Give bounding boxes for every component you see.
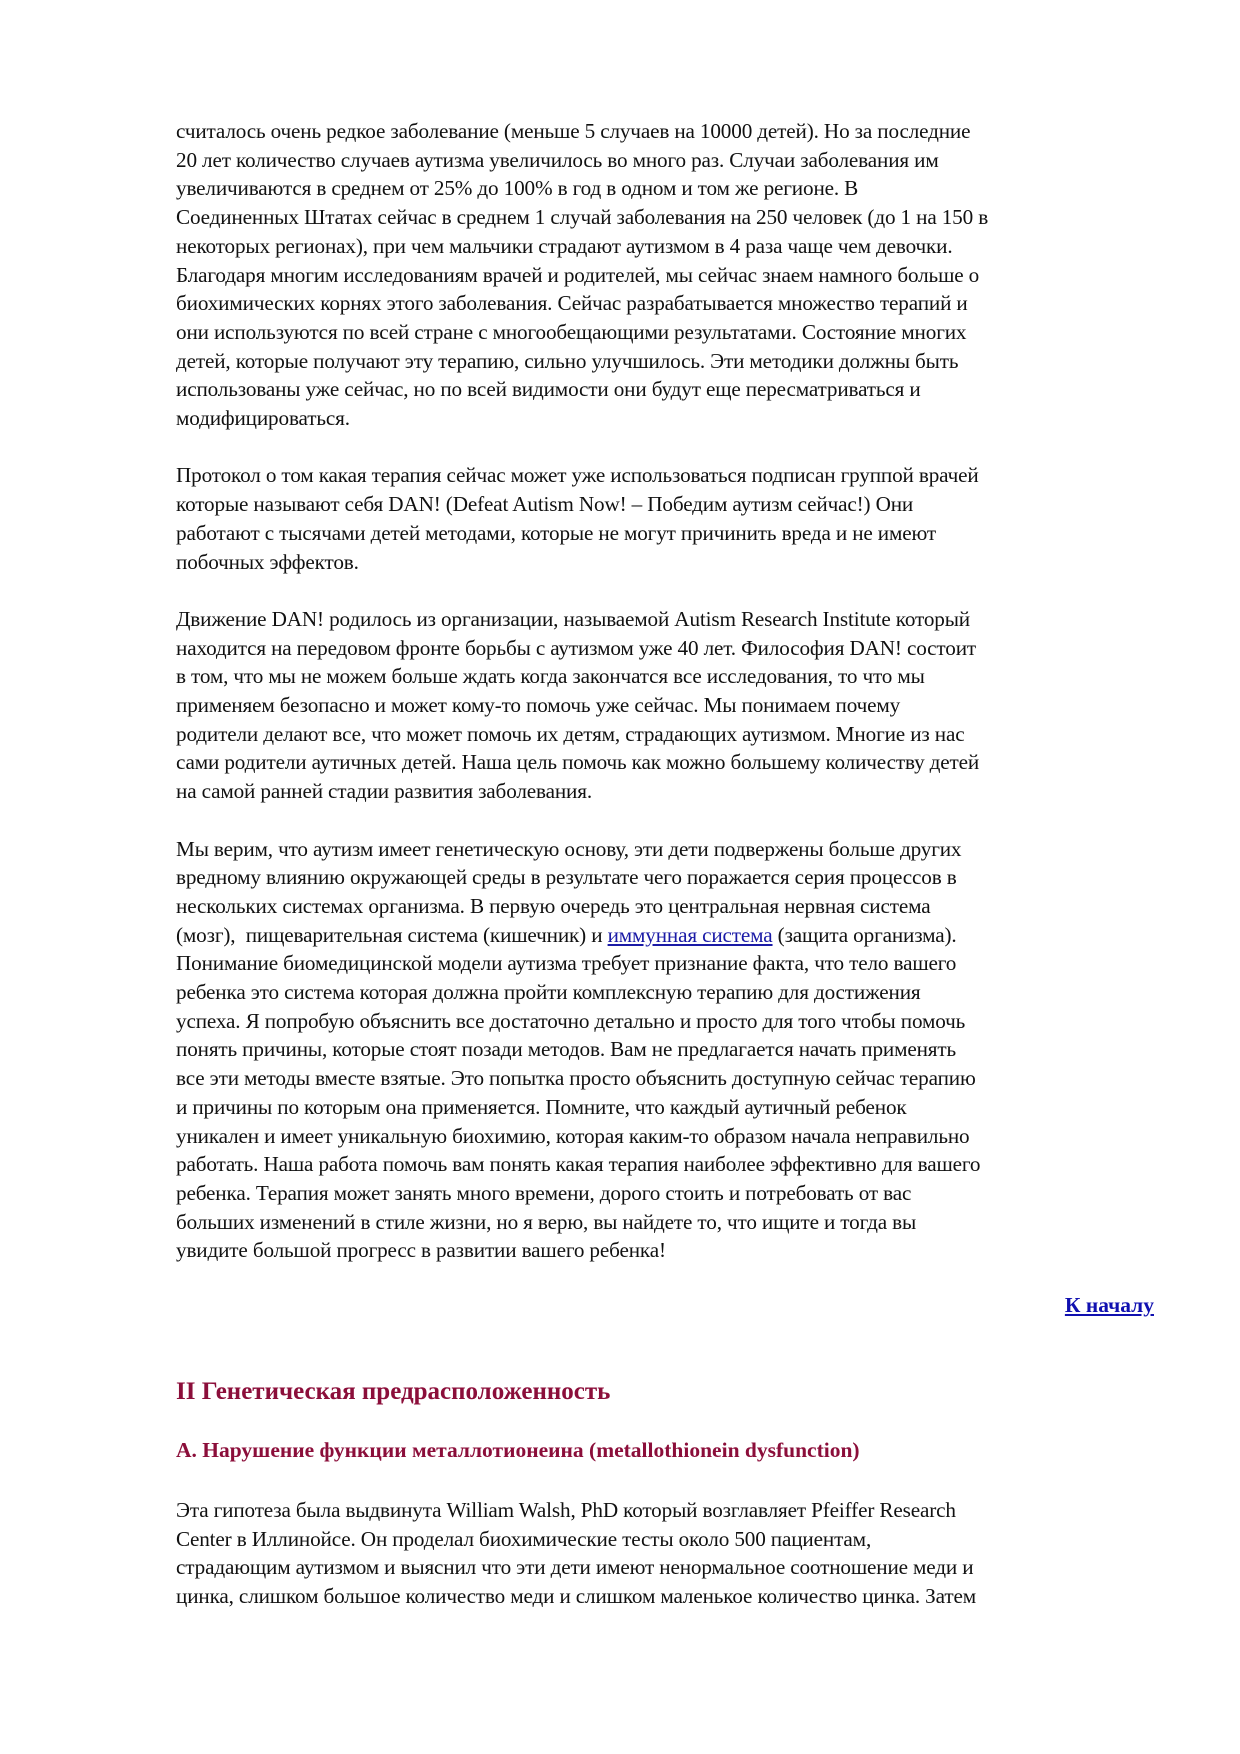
text-line: в том, что мы не можем больше ждать когда закончатся все исследования, то что мы: [176, 664, 925, 689]
text-line: успеха. Я попробую объяснить все достаточно детально и просто для того чтобы помочь: [176, 1008, 966, 1033]
paragraph-autism-prevalence: [176, 117, 1156, 433]
document-page: [176, 117, 1156, 1611]
text-line: увеличиваются в среднем от 25% до 100% в год в одном и том же регионе. В: [176, 176, 859, 201]
paragraph-genetic-basis: [176, 835, 1156, 1266]
text-line: вредному влиянию окружающей среды в результате чего поражается серия процессов в: [176, 865, 957, 890]
heading-spacer: [176, 1464, 1156, 1496]
text-line: больших изменений в стиле жизни, но я верю, вы найдете то, что ищите и тогда вы: [176, 1209, 917, 1234]
text-line: ребенка. Терапия может занять много времени, дорого стоить и потребовать от вас: [176, 1180, 912, 1205]
text-line: нескольких системах организма. В первую очередь это центральная нервная система: [176, 893, 931, 918]
text-line: 20 лет количество случаев аутизма увеличилось во много раз. Случаи заболевания им: [176, 147, 939, 172]
section-heading: II Генетическая предрасположенность: [176, 1378, 611, 1406]
text-line: Понимание биомедицинской модели аутизма требует признание факта, что тело вашего: [176, 951, 957, 976]
text-line: цинка, слишком большое количество меди и слишком маленькое количество цинка. Затем: [176, 1584, 976, 1609]
text-line: применяем безопасно и может кому-то помочь уже сейчас. Мы понимаем почему: [176, 693, 901, 718]
text-line: Мы верим, что аутизм имеет генетическую основу, эти дети подвержены больше других: [176, 836, 962, 861]
text-line: некоторых регионах), при чем мальчики страдают аутизмом в 4 раза чаще чем девочки.: [176, 233, 953, 258]
text-line: работают с тысячами детей методами, которые не могут причинить вреда и не имеют: [176, 520, 937, 545]
text-line: побочных эффектов.: [176, 549, 359, 574]
text-line: на самой ранней стадии развития заболевания.: [176, 779, 592, 804]
text-line: Эта гипотеза была выдвинута William Walsh, PhD который возглавляет Pfeiffer Research: [176, 1498, 956, 1523]
text-line: страдающим аутизмом и выяснил что эти дети имеют ненормальное соотношение меди и: [176, 1555, 974, 1580]
text-line: Соединенных Штатах сейчас в среднем 1 случай заболевания на 250 человек (до 1 на 150 в: [176, 205, 989, 230]
text-line: Благодаря многим исследованиям врачей и родителей, мы сейчас знаем намного больше о: [176, 262, 980, 287]
text-line: сами родители аутичных детей. Наша цель помочь как можно большему количеству детей: [176, 750, 980, 775]
text-line: понять причины, которые стоят позади методов. Вам не предлагается начать применять: [176, 1037, 957, 1062]
text-line: находится на передовом фронте борьбы с аутизмом уже 40 лет. Философия DAN! состоит: [176, 635, 977, 660]
text-line-with-link: [176, 921, 1156, 950]
text-line: биохимических корнях этого заболевания. Сейчас разрабатывается множество терапий и: [176, 291, 968, 316]
text-segment: (защита организма).: [772, 922, 957, 947]
text-line: считалось очень редкое заболевание (меньше 5 случаев на 10000 детей). Но за последние: [176, 119, 971, 143]
back-to-top-row: [176, 1293, 1156, 1323]
text-line: детей, которые получают эту терапию, сильно улучшилось. Эти методики должны быть: [176, 348, 959, 373]
text-segment: (мозг), пищеварительная система (кишечник) и: [176, 922, 608, 947]
back-to-top-link[interactable]: К началу: [1064, 1293, 1154, 1318]
text-line: использованы уже сейчас, но по всей видимости они будут еще пересматриваться и: [176, 377, 921, 402]
text-line: и причины по которым она применяется. Помните, что каждый аутичный ребенок: [176, 1094, 907, 1119]
text-line: Center в Иллинойсе. Он проделал биохимические тесты около 500 пациентам,: [176, 1526, 872, 1551]
text-line: работать. Наша работа помочь вам понять какая терапия наиболее эффективно для вашего: [176, 1152, 981, 1177]
paragraph-spacer: [176, 576, 1156, 605]
paragraph-spacer: [176, 433, 1156, 462]
text-line: которые называют себя DAN! (Defeat Autism Now! – Победим аутизм сейчас!) Они: [176, 492, 914, 517]
subsection-heading: A. Нарушение функции металлотионеина (metallothionein dysfunction): [176, 1438, 860, 1463]
text-line: они используются по всей стране с многообещающими результатами. Состояние многих: [176, 319, 967, 344]
paragraph-dan-protocol: [176, 461, 1156, 576]
text-line: все эти методы вместе взятые. Это попытка просто объяснить доступную сейчас терапию: [176, 1066, 976, 1091]
immune-system-link[interactable]: иммунная система: [607, 922, 773, 947]
text-line: уникален и имеет уникальную биохимию, которая каким-то образом начала неправильно: [176, 1123, 970, 1148]
text-line: родители делают все, что может помочь их детям, страдающих аутизмом. Многие из нас: [176, 721, 965, 746]
paragraph-spacer: [176, 806, 1156, 835]
text-line: Протокол о том какая терапия сейчас может уже использоваться подписан группой врачей: [176, 463, 979, 488]
text-line: Движение DAN! родилось из организации, называемой Autism Research Institute который: [176, 606, 970, 631]
text-line: модифицироваться.: [176, 406, 350, 431]
text-line: увидите большой прогресс в развитии вашего ребенка!: [176, 1238, 666, 1263]
paragraph-dan-movement: [176, 605, 1156, 806]
paragraph-walsh-hypothesis: [176, 1496, 1156, 1611]
text-line: ребенка это система которая должна пройти комплексную терапию для достижения: [176, 980, 921, 1005]
